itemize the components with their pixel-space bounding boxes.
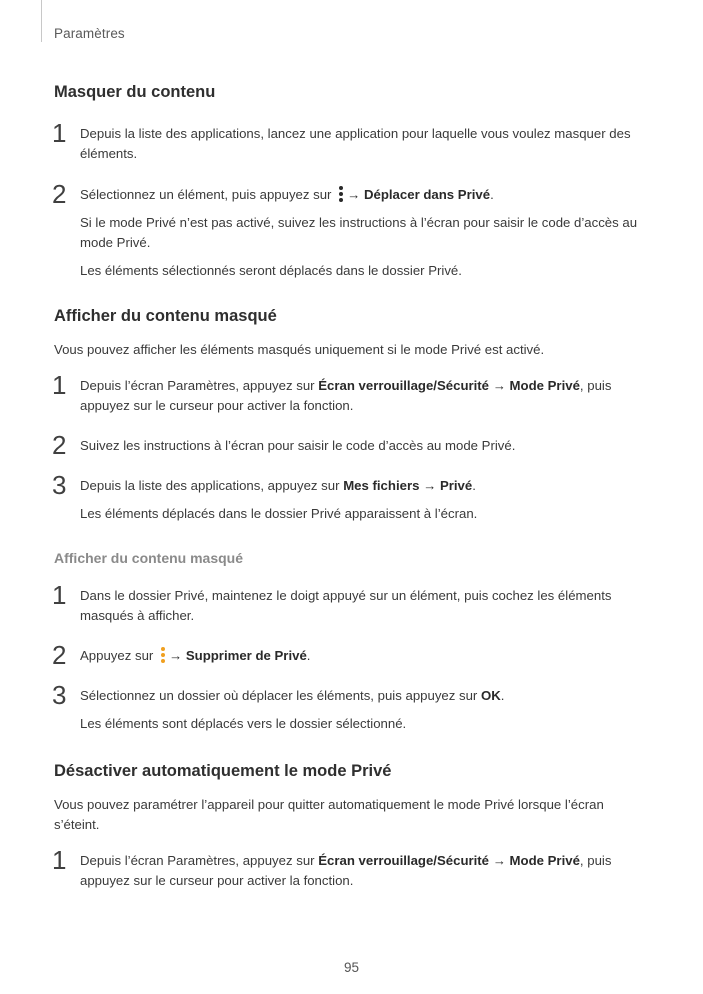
- step-text-post: .: [500, 688, 505, 703]
- page-content: [54, 83, 644, 891]
- subsection-step-2: [52, 640, 644, 670]
- step-text-post: , puis appuyez sur le curseur pour activer la fonction.: [80, 378, 612, 413]
- step-text-post: .: [472, 478, 476, 493]
- step-note: Les éléments sont déplacés vers le dossier sélectionné.: [80, 716, 407, 731]
- step-text-pre: Depuis l’écran Paramètres, appuyez sur: [80, 378, 315, 393]
- step-number: 1: [52, 845, 67, 875]
- step-bold-text: Déplacer dans Privé: [363, 187, 491, 202]
- masquer-step-1: [52, 118, 644, 164]
- step-number: 3: [52, 680, 67, 710]
- more-options-orange-icon: [159, 646, 167, 664]
- step-number: 2: [52, 430, 67, 460]
- step-bold-text: Mode Privé: [509, 378, 580, 393]
- step-text-pre: Depuis l’écran Paramètres, appuyez sur: [80, 853, 315, 868]
- step-number: 3: [52, 470, 67, 500]
- step-text: Suivez les instructions à l’écran pour saisir le code d’accès au mode Privé.: [80, 438, 516, 453]
- step-bold-text: Écran verrouillage/Sécurité: [318, 853, 490, 868]
- afficher-step-1: [52, 370, 644, 416]
- section-intro: Vous pouvez paramétrer l’appareil pour quitter automatiquement le mode Privé lorsque l’écran s’éteint.: [54, 797, 604, 832]
- subsection-step-1: [52, 580, 644, 626]
- arrow: →: [347, 187, 361, 202]
- step-note: Les éléments sélectionnés seront déplacés dans le dossier Privé.: [80, 263, 462, 278]
- arrow: →: [492, 853, 506, 868]
- step-number: 1: [52, 118, 67, 148]
- arrow: →: [423, 478, 437, 493]
- step-text-post: , puis appuyez sur le curseur pour activer la fonction.: [80, 853, 612, 888]
- section-title-afficher: Afficher du contenu masqué: [54, 307, 277, 325]
- page-number: 95: [343, 960, 360, 975]
- subsection-step-3: [52, 680, 644, 734]
- step-note: Les éléments déplacés dans le dossier Privé apparaissent à l’écran.: [80, 506, 478, 521]
- step-text: Dans le dossier Privé, maintenez le doigt appuyé sur un élément, puis cochez les éléments masqués à afficher.: [80, 588, 612, 623]
- subsection-title: Afficher du contenu masqué: [54, 550, 244, 566]
- step-text-pre: Sélectionnez un élément, puis appuyez sur: [80, 187, 332, 202]
- section-title-desactiver: Désactiver automatiquement le mode Privé: [54, 762, 392, 780]
- arrow: →: [168, 648, 183, 663]
- step-bold-text: Écran verrouillage/Sécurité: [318, 378, 490, 393]
- step-text-post: .: [306, 648, 311, 663]
- more-options-icon: [337, 185, 345, 203]
- header-title: Paramètres: [54, 26, 125, 41]
- afficher-step-3: [52, 470, 644, 524]
- section-intro: Vous pouvez afficher les éléments masqués uniquement si le mode Privé est activé.: [54, 342, 545, 357]
- step-note: Si le mode Privé n’est pas activé, suivez les instructions à l’écran pour saisir le code d’accès au mode Privé.: [80, 215, 638, 250]
- step-bold-text: Supprimer de Privé: [185, 648, 307, 663]
- header-divider: [41, 0, 42, 42]
- step-text-pre: Sélectionnez un dossier où déplacer les éléments, puis appuyez sur: [80, 688, 478, 703]
- step-bold-text: Mode Privé: [509, 853, 580, 868]
- step-text-pre: Depuis la liste des applications, appuyez sur: [80, 478, 340, 493]
- step-bold-text: Privé: [439, 478, 473, 493]
- step-number: 2: [52, 640, 67, 670]
- masquer-step-2: [52, 179, 644, 281]
- step-text-pre: Appuyez sur: [80, 648, 154, 663]
- step-number: 1: [52, 370, 67, 400]
- arrow: →: [492, 378, 506, 393]
- step-bold-text: OK: [481, 688, 501, 703]
- afficher-step-2: [52, 430, 644, 460]
- step-text: Depuis la liste des applications, lancez une application pour laquelle vous voulez masquer des éléments.: [80, 126, 631, 161]
- step-bold-text: Mes fichiers: [343, 478, 420, 493]
- step-text-post: .: [490, 187, 494, 202]
- step-number: 2: [52, 179, 67, 209]
- section-title-masquer: Masquer du contenu: [54, 83, 216, 101]
- desactiver-step-1: [52, 845, 644, 891]
- step-number: 1: [52, 580, 67, 610]
